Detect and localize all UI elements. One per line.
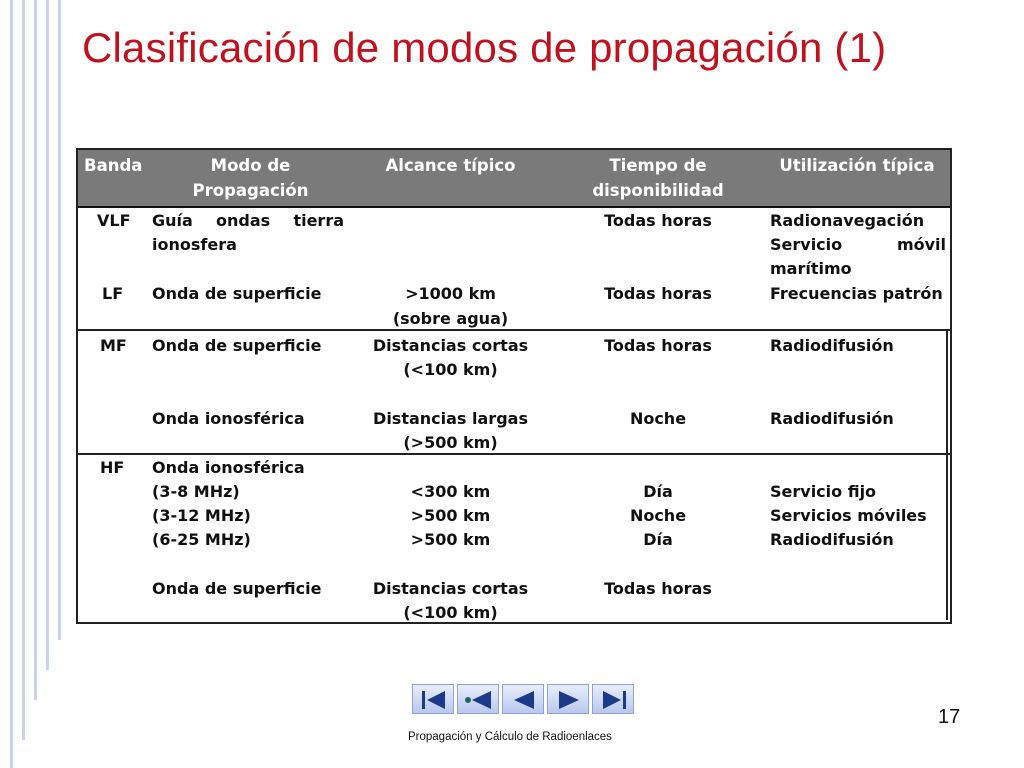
vlf-util-word: Servicio: [770, 235, 843, 254]
mf-util-2: Radiodifusión: [770, 409, 894, 428]
mf-right-border: [946, 331, 948, 453]
first-slide-icon: [413, 685, 455, 715]
mf-util-1: Radiodifusión: [770, 336, 894, 355]
hf-sub1-modo: (3-8 MHz): [152, 482, 240, 501]
vlf-modo-word: Guía: [152, 211, 193, 230]
mf-alcance-2a: Distancias largas: [373, 409, 528, 428]
row-separator: [78, 329, 950, 331]
hf-sub1-util: Servicio fijo: [770, 482, 877, 501]
header-modo-2: Propagación: [192, 181, 309, 200]
previous-slide-button[interactable]: [502, 684, 544, 714]
mf-modo-1: Onda de superficie: [152, 336, 322, 355]
hf-sub2-tiempo: Noche: [629, 506, 687, 525]
decorative-side-lines: [0, 0, 70, 768]
hf-surf-modo: Onda de superficie: [152, 579, 322, 598]
header-tiempo-1: Tiempo de: [609, 156, 707, 175]
previous-step-icon: [458, 685, 500, 715]
hf-sub3-util: Radiodifusión: [770, 530, 894, 549]
hf-sub3-modo: (6-25 MHz): [152, 530, 251, 549]
first-slide-button[interactable]: [412, 684, 454, 714]
vlf-util-3: marítimo: [770, 259, 852, 278]
vlf-modo: [152, 209, 344, 233]
mf-alcance-2b: (>500 km): [403, 433, 498, 452]
banda-vlf: VLF: [97, 211, 131, 230]
header-tiempo-2: disponibilidad: [592, 181, 724, 200]
hf-right-border: [946, 455, 948, 620]
banda-lf: LF: [102, 284, 124, 303]
banda-mf: MF: [100, 336, 127, 355]
header-banda: Banda: [84, 156, 143, 175]
side-line: [34, 0, 37, 700]
hf-sub2-alcance: >500 km: [410, 506, 491, 525]
slide-navigation: [412, 684, 634, 714]
header-utilizacion: Utilización típica: [779, 156, 935, 175]
last-slide-button[interactable]: [592, 684, 634, 714]
header-modo-1: Modo de: [210, 156, 291, 175]
vlf-util-word: móvil: [896, 235, 946, 254]
side-line: [58, 0, 61, 640]
last-slide-icon: [593, 685, 635, 715]
vlf-modo-2: ionosfera: [152, 235, 237, 254]
slide-title: Clasificación de modos de propagación (1): [82, 24, 887, 71]
vlf-modo-word: ondas: [216, 211, 271, 230]
page-number: 17: [938, 706, 961, 728]
hf-sub1-tiempo: Día: [643, 482, 673, 501]
hf-sub3-alcance: >500 km: [410, 530, 491, 549]
banda-hf: HF: [100, 458, 125, 477]
hf-surf-alcance-1: Distancias cortas: [372, 579, 529, 598]
mf-tiempo-1: Todas horas: [604, 336, 712, 355]
previous-step-button[interactable]: [457, 684, 499, 714]
vlf-util-2: [770, 233, 946, 257]
hf-surf-tiempo: Todas horas: [604, 579, 712, 598]
side-line: [46, 0, 49, 670]
mf-tiempo-2: Noche: [629, 409, 687, 428]
propagation-table: [76, 148, 952, 624]
hf-sub1-alcance: <300 km: [410, 482, 491, 501]
lf-alcance-1: >1000 km: [405, 284, 496, 303]
hf-modo-head: Onda ionosférica: [152, 458, 305, 477]
header-alcance: Alcance típico: [385, 156, 516, 175]
vlf-modo-word: tierra: [293, 211, 344, 230]
hf-surf-alcance-2: (<100 km): [403, 603, 498, 622]
lf-alcance-2: (sobre agua): [392, 309, 509, 328]
previous-slide-icon: [503, 685, 545, 715]
hf-sub2-util: Servicios móviles: [770, 506, 927, 525]
mf-alcance-1b: (<100 km): [403, 360, 498, 379]
row-separator: [78, 453, 950, 455]
next-slide-icon: [548, 685, 590, 715]
lf-modo: Onda de superficie: [152, 284, 322, 303]
mf-modo-2: Onda ionosférica: [152, 409, 305, 428]
side-line: [10, 0, 13, 768]
vlf-tiempo: Todas horas: [604, 211, 712, 230]
hf-sub2-modo: (3-12 MHz): [152, 506, 251, 525]
lf-util: Frecuencias patrón: [770, 284, 943, 303]
mf-alcance-1a: Distancias cortas: [372, 336, 529, 355]
side-line: [22, 0, 25, 740]
footer-text: Propagación y Cálculo de Radioenlaces: [408, 731, 612, 743]
lf-tiempo: Todas horas: [604, 284, 712, 303]
table-header: [78, 150, 950, 208]
hf-sub3-tiempo: Día: [643, 530, 673, 549]
vlf-util-1: Radionavegación: [770, 211, 925, 230]
next-slide-button[interactable]: [547, 684, 589, 714]
